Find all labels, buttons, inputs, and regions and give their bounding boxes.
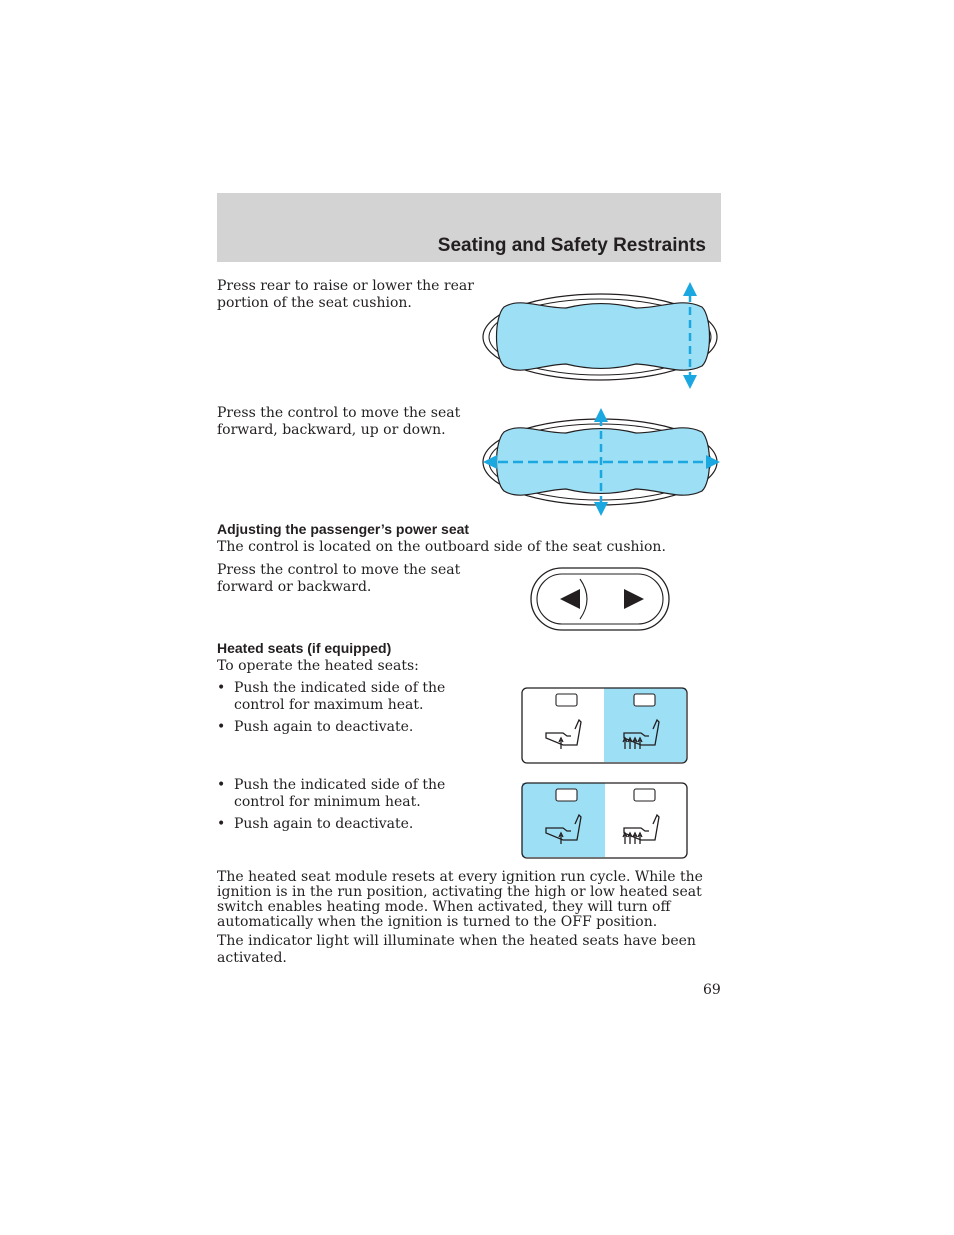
list-item: • Push again to deactivate. <box>217 816 414 832</box>
seat-control-rear-arrow-icon <box>480 280 722 392</box>
list-item: • Push again to deactivate. <box>217 719 414 735</box>
list-item: • Push the indicated side of the control for minimum heat. <box>217 777 446 810</box>
indicator-light-paragraph: The indicator light will illuminate when the heated seats have been activated. <box>217 933 696 966</box>
heated-seats-intro: To operate the heated seats: <box>217 658 419 674</box>
passenger-seat-heading: Adjusting the passenger’s power seat <box>217 521 470 537</box>
heated-seat-reset-paragraph: The heated seat module resets at every ignition run cycle. While the ignition is in the run position, activating the high or low heated seat switch enables heating mode. When activated, they will turn off automatically when the ignition is turned to the OFF position. <box>217 869 703 930</box>
seat-control-four-way-icon <box>480 406 722 518</box>
four-way-text: Press the control to move the seat forward, backward, up or down. <box>217 405 461 438</box>
section-header <box>217 193 721 262</box>
passenger-seat-text: Press the control to move the seat forward or backward. <box>217 562 461 595</box>
fore-aft-switch-icon <box>530 567 672 633</box>
page-title: Seating and Safety Restraints <box>437 235 706 256</box>
heated-seat-low-icon <box>521 782 688 859</box>
heated-seats-heading: Heated seats (if equipped) <box>217 640 392 656</box>
list-item: • Push the indicated side of the control for maximum heat. <box>217 680 446 713</box>
heated-seat-high-icon <box>521 687 688 764</box>
rear-cushion-text: Press rear to raise or lower the rear portion of the seat cushion. <box>217 278 474 311</box>
page-number: 69 <box>703 982 721 998</box>
passenger-seat-intro: The control is located on the outboard side of the seat cushion. <box>217 539 666 555</box>
